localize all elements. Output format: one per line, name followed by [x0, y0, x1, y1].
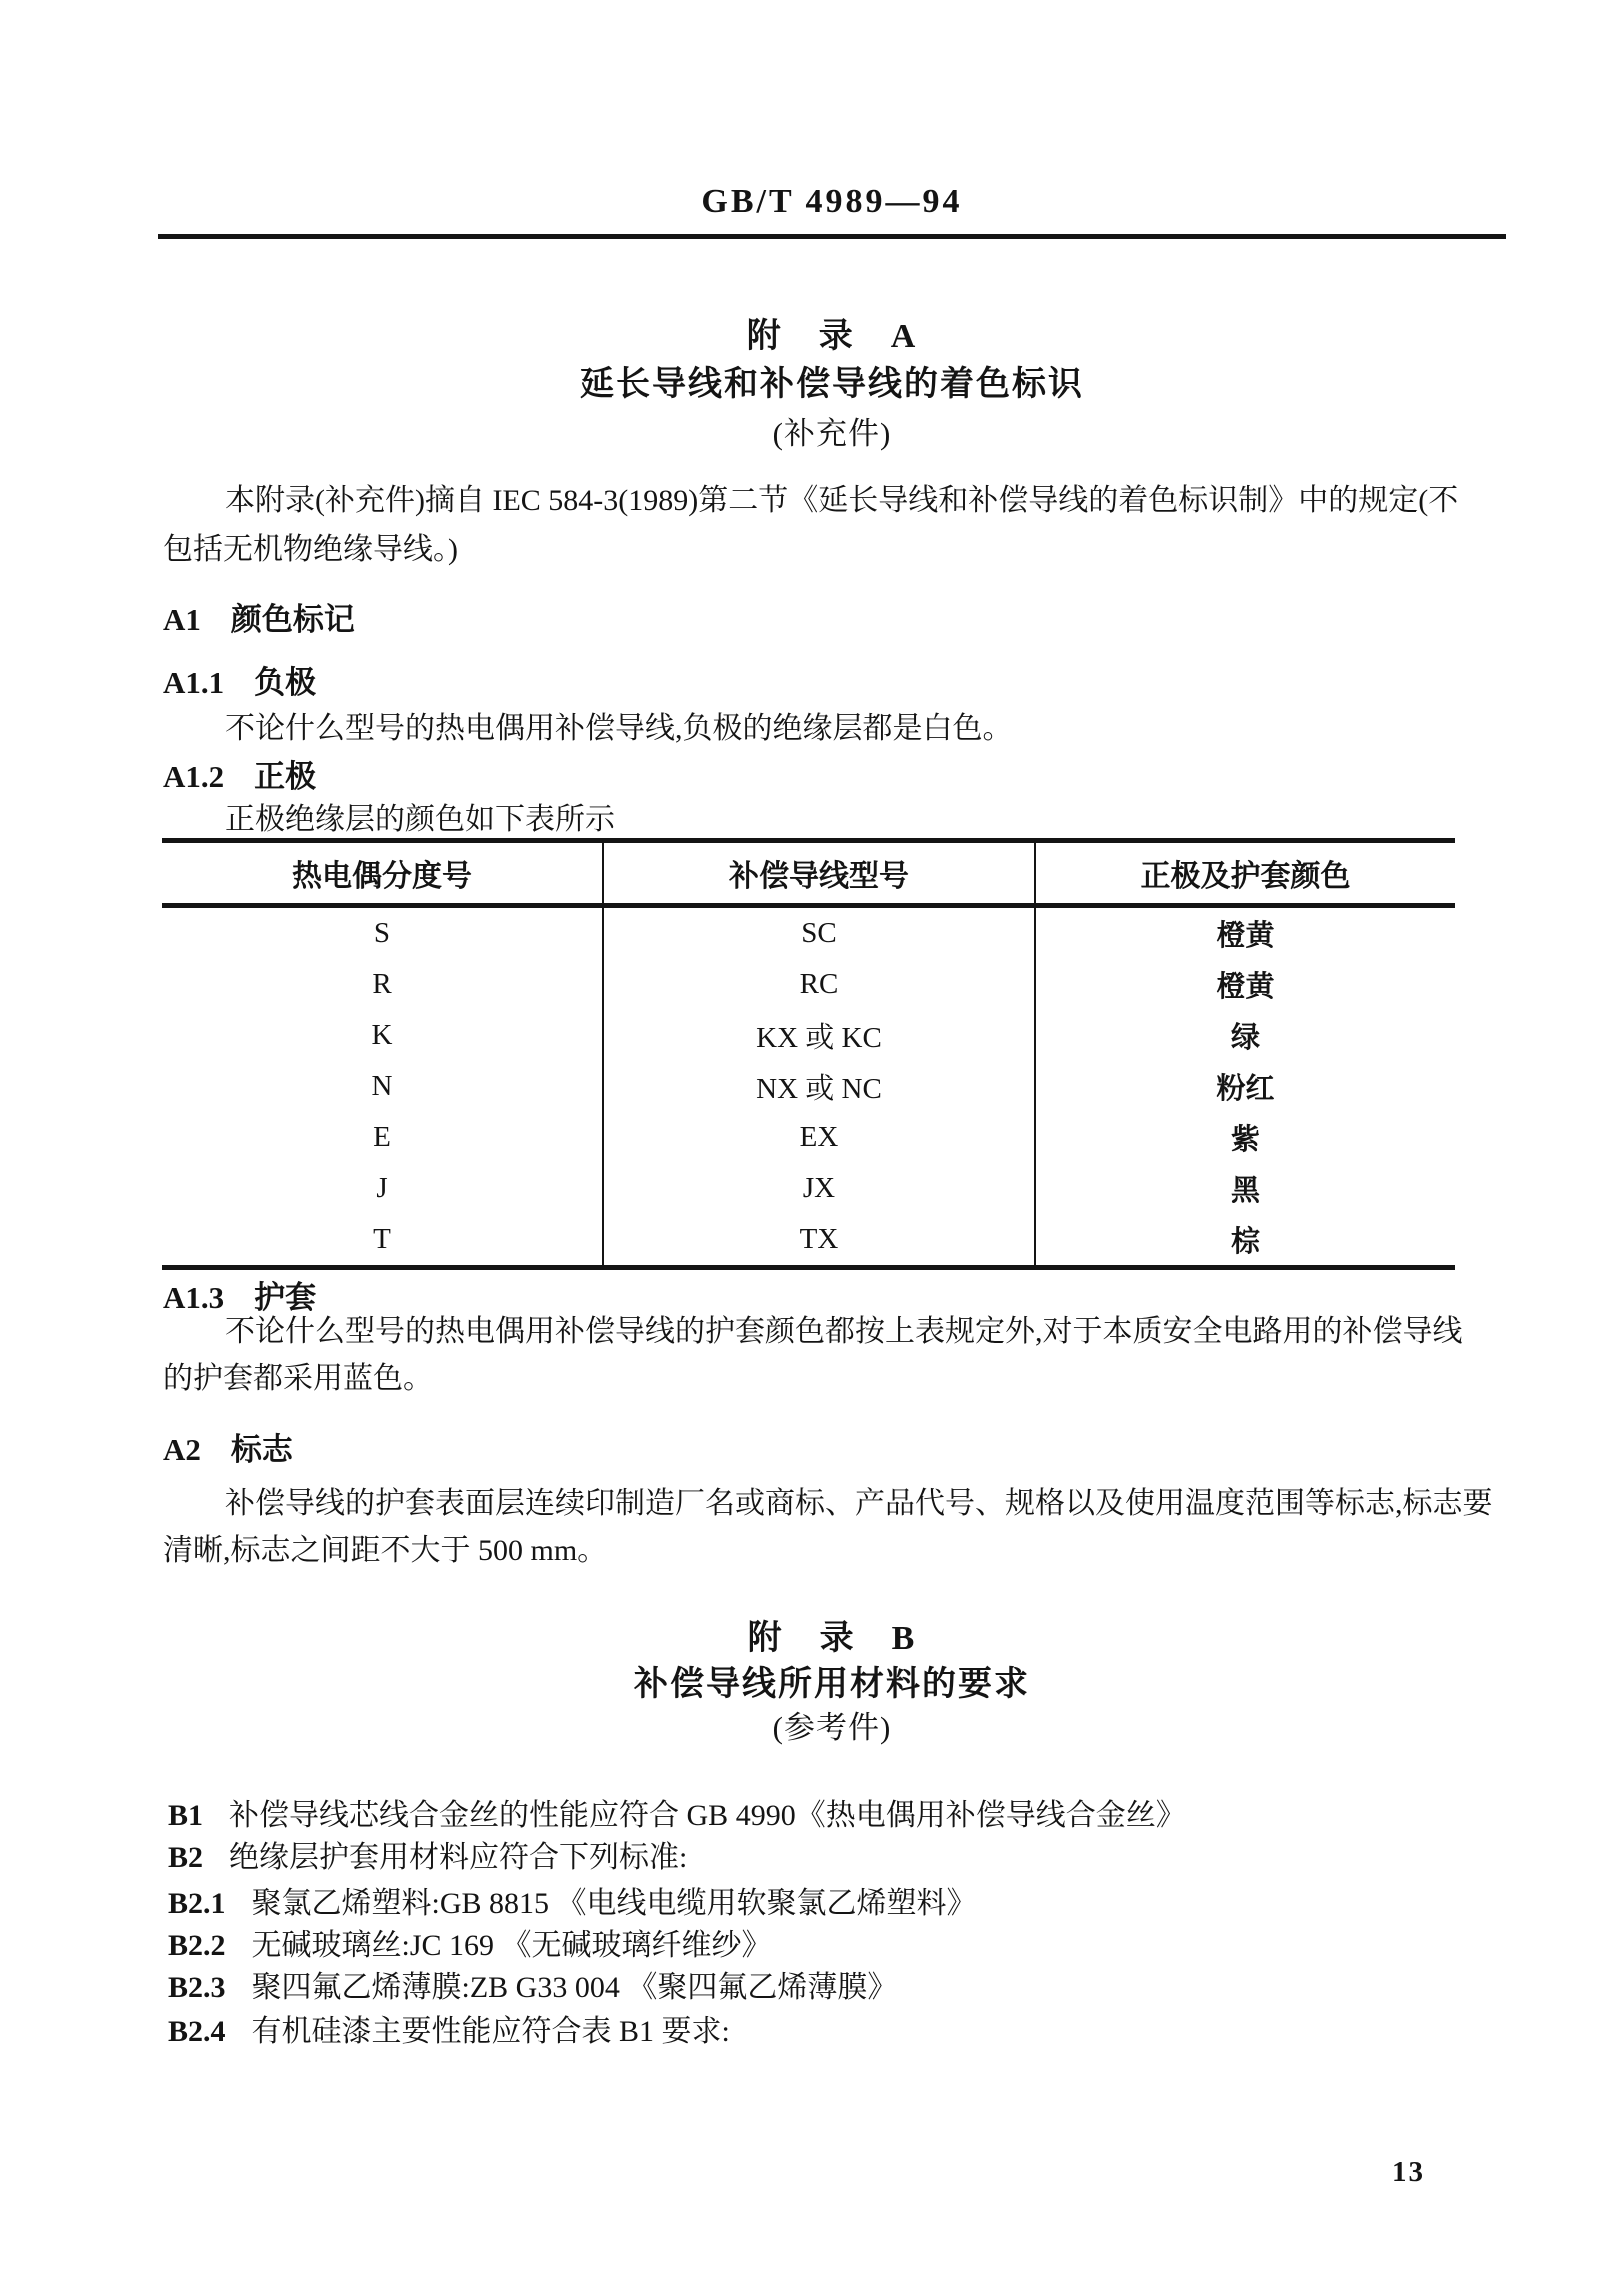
section-a2-title: 标志 [230, 1432, 293, 1467]
item-b2-1-number: B2.1 [168, 1887, 226, 1920]
page-number: 13 [1392, 2156, 1425, 2188]
table-cell: 紫 [1035, 1112, 1455, 1163]
table-cell: SC [603, 906, 1035, 960]
intro-line-1: 本附录(补充件)摘自 IEC 584-3(1989)第二节《延长导线和补偿导线的着色标识制》中的规定(不 [225, 484, 1459, 517]
section-a2-heading [163, 1424, 1501, 1469]
section-a1-2-paragraph: 正极绝缘层的颜色如下表所示 [225, 803, 615, 836]
item-b1-number: B1 [168, 1799, 204, 1832]
appendix-b-title: 附 录 B [747, 1620, 917, 1657]
item-b2-2-text: 无碱玻璃丝:JC 169 《无碱玻璃纤维纱》 [251, 1929, 772, 1962]
table-header-wire-model: 补偿导线型号 [603, 841, 1035, 906]
section-a1-3-title: 护套 [254, 1280, 317, 1315]
section-a1-2-number: A1.2 [163, 759, 225, 794]
section-a1-3-paragraph [163, 1308, 1501, 1402]
section-a2-number: A2 [163, 1432, 201, 1467]
table-cell: J [376, 1172, 388, 1204]
item-b2-4 [168, 2006, 1506, 2050]
table-cell: 橙黄 [1035, 959, 1455, 1010]
section-a1-number: A1 [163, 602, 201, 637]
item-b2-number: B2 [168, 1841, 204, 1874]
a1-3-line-2: 的护套都采用蓝色。 [163, 1362, 433, 1395]
table-cell: 棕 [1035, 1214, 1455, 1268]
item-b1 [168, 1790, 1506, 1834]
table-row [162, 906, 1455, 960]
appendix-a-annotation: (补充件) [772, 416, 892, 451]
section-a2-paragraph [163, 1480, 1501, 1574]
table-cell: K [371, 1019, 393, 1051]
section-a1-heading [163, 594, 1501, 639]
table-cell: N [371, 1070, 393, 1102]
table-header-row [162, 841, 1455, 906]
table-cell: 黑 [1035, 1163, 1455, 1214]
table-cell: E [373, 1121, 391, 1153]
item-b2-2 [168, 1920, 1506, 1964]
table-cell: JX [603, 1163, 1035, 1214]
appendix-b-annotation: (参考件) [772, 1710, 892, 1745]
section-a1-1-title: 负极 [254, 665, 317, 700]
table-row [162, 1163, 1455, 1214]
section-a1-2-heading [163, 751, 1501, 796]
table-row [162, 959, 1455, 1010]
standard-number: GB/T 4989—94 [701, 183, 963, 220]
section-a1-title: 颜色标记 [230, 602, 355, 637]
section-a1-2-title: 正极 [254, 759, 317, 794]
table-cell: 粉红 [1035, 1061, 1455, 1112]
appendix-a-subtitle: 延长导线和补偿导线的着色标识 [580, 366, 1084, 403]
section-a1-1-number: A1.1 [163, 665, 225, 700]
section-a1-1-heading [163, 657, 1501, 702]
table-row [162, 1010, 1455, 1061]
a1-3-line-1: 不论什么型号的热电偶用补偿导线的护套颜色都按上表规定外,对于本质安全电路用的补偿导线 [225, 1315, 1463, 1348]
appendix-a-title: 附 录 A [746, 318, 918, 355]
a2-line-1: 补偿导线的护套表面层连续印制造厂名或商标、产品代号、规格以及使用温度范围等标志,标志要 [225, 1487, 1493, 1520]
item-b2-2-number: B2.2 [168, 1929, 226, 1962]
table-cell: TX [603, 1214, 1035, 1268]
table-row [162, 1061, 1455, 1112]
item-b2-4-number: B2.4 [168, 2015, 226, 2048]
table-header-sheath-color: 正极及护套颜色 [1035, 841, 1455, 906]
intro-line-2: 包括无机物绝缘导线。) [163, 533, 458, 566]
item-b2-3 [168, 1962, 1506, 2006]
table-cell: 绿 [1035, 1010, 1455, 1061]
item-b1-text: 补偿导线芯线合金丝的性能应符合 GB 4990《热电偶用补偿导线合金丝》 [229, 1799, 1186, 1832]
item-b2-1 [168, 1878, 1506, 1922]
positive-pole-color-table [162, 838, 1455, 1270]
section-a1-1-paragraph: 不论什么型号的热电偶用补偿导线,负极的绝缘层都是白色。 [225, 712, 1013, 745]
item-b2-text: 绝缘层护套用材料应符合下列标准: [229, 1841, 688, 1874]
table-header-thermocouple-type: 热电偶分度号 [162, 841, 603, 906]
item-b2-4-text: 有机硅漆主要性能应符合表 B1 要求: [251, 2015, 730, 2048]
a2-line-2: 清晰,标志之间距不大于 500 mm。 [163, 1534, 608, 1567]
table-cell: S [373, 917, 391, 949]
table-cell: T [373, 1223, 391, 1255]
table-cell: R [372, 968, 392, 1000]
table-row [162, 1112, 1455, 1163]
item-b2-3-number: B2.3 [168, 1971, 226, 2004]
header-rule [158, 234, 1506, 239]
table-row [162, 1214, 1455, 1268]
table-cell: NX 或 NC [603, 1061, 1035, 1112]
appendix-a-intro-paragraph [163, 476, 1501, 574]
section-a1-3-number: A1.3 [163, 1280, 225, 1315]
item-b2 [168, 1832, 1506, 1876]
table-cell: KX 或 KC [603, 1010, 1035, 1061]
table-cell: EX [603, 1112, 1035, 1163]
table-cell: 橙黄 [1035, 906, 1455, 960]
appendix-b-subtitle: 补偿导线所用材料的要求 [634, 1666, 1030, 1703]
item-b2-1-text: 聚氯乙烯塑料:GB 8815 《电线电缆用软聚氯乙烯塑料》 [251, 1887, 977, 1920]
item-b2-3-text: 聚四氟乙烯薄膜:ZB G33 004 《聚四氟乙烯薄膜》 [251, 1971, 898, 2004]
table-cell: RC [603, 959, 1035, 1010]
